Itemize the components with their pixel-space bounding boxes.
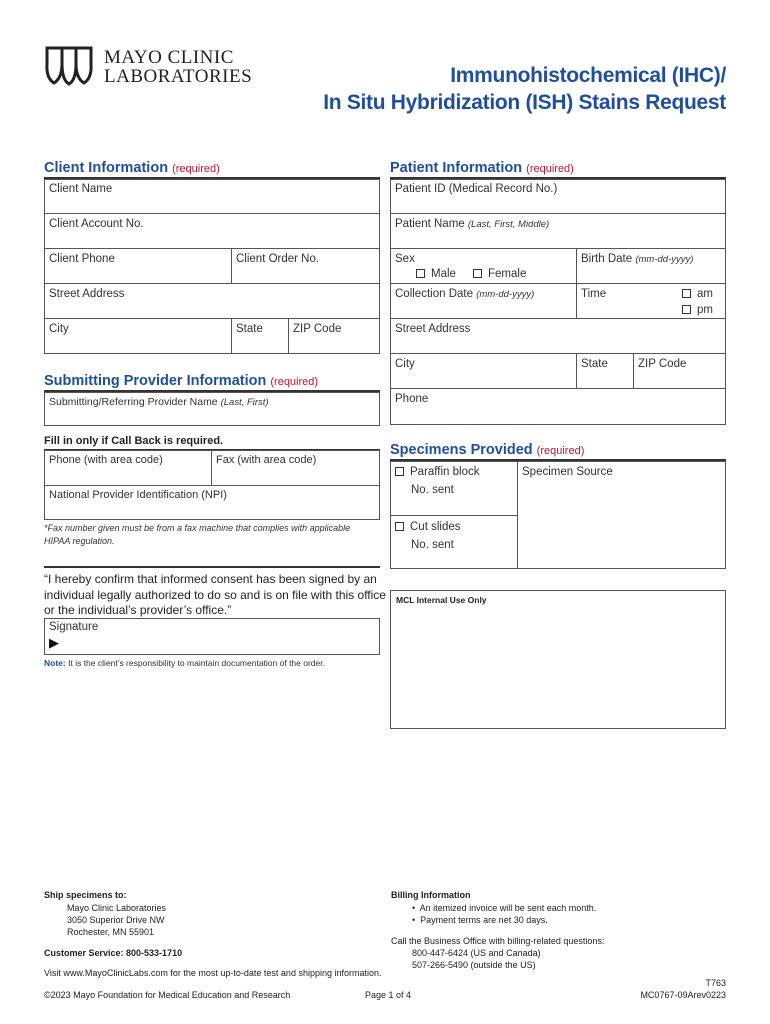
copyright: ©2023 Mayo Foundation for Medical Education and Research [44, 990, 291, 1000]
fax-note-line1: *Fax number given must be from a fax machine that complies with applicable [44, 523, 351, 533]
provider-info-heading: Submitting Provider Information (required) [44, 373, 319, 389]
billing-heading: Billing Information [391, 890, 471, 900]
client-street-field[interactable]: Street Address [49, 288, 125, 300]
patient-name-field[interactable]: Patient Name (Last, First, Middle) [395, 218, 550, 230]
pm-checkbox[interactable]: pm [682, 304, 713, 316]
billing-bullet2: • Payment terms are net 30 days. [412, 915, 548, 925]
cut-slides-checkbox[interactable]: Cut slides [395, 521, 461, 533]
paraffin-no-sent-field[interactable]: No. sent [411, 484, 454, 496]
billing-bullet1: • An itemized invoice will be sent each month. [412, 903, 597, 913]
patient-zip-field[interactable]: ZIP Code [638, 358, 687, 370]
ship-line2: 3050 Superior Drive NW [67, 915, 165, 925]
time-label: Time [581, 288, 607, 300]
client-city-field[interactable]: City [49, 323, 69, 335]
cut-no-sent-field[interactable]: No. sent [411, 539, 454, 551]
signature-label: Signature [49, 621, 99, 633]
specimen-source-field[interactable]: Specimen Source [522, 466, 613, 478]
female-checkbox[interactable]: Female [473, 268, 526, 280]
ship-heading: Ship specimens to: [44, 890, 127, 900]
patient-state-field[interactable]: State [581, 358, 608, 370]
callback-phone-field[interactable]: Phone (with area code) [49, 454, 163, 466]
logo-line1: MAYO CLINIC [104, 47, 234, 68]
patient-sex-label: Sex [395, 253, 415, 265]
page-number: Page 1 of 4 [365, 990, 412, 1000]
patient-city-field[interactable]: City [395, 358, 415, 370]
visit-website: Visit www.MayoClinicLabs.com for the most up-to-date test and shipping information. [44, 968, 382, 978]
birth-date-field[interactable]: Birth Date (mm-dd-yyyy) [581, 253, 694, 265]
form-id: T763 [705, 978, 726, 988]
provider-name-field[interactable]: Submitting/Referring Provider Name (Last, First) [49, 396, 269, 408]
collection-date-field[interactable]: Collection Date (mm-dd-yyyy) [395, 288, 535, 300]
client-state-field[interactable]: State [236, 323, 263, 335]
signature-arrow-icon: ▶ [49, 635, 59, 650]
consent-statement: “I hereby confirm that informed consent has been signed by an individual legally authorized to do so and is on file with this office or the individual’s provider’s office.” [44, 572, 386, 617]
client-phone-field[interactable]: Client Phone [49, 253, 115, 265]
callback-fax-field[interactable]: Fax (with area code) [216, 454, 317, 466]
npi-field[interactable]: National Provider Identification (NPI) [49, 489, 227, 501]
ship-line3: Rochester, MN 55901 [67, 927, 155, 937]
billing-call: Call the Business Office with billing-related questions: [391, 936, 605, 946]
billing-phone1: 800-447-6424 (US and Canada) [412, 948, 541, 958]
client-name-field[interactable]: Client Name [49, 183, 113, 195]
patient-info-heading: Patient Information (required) [390, 160, 574, 176]
client-zip-field[interactable]: ZIP Code [293, 323, 342, 335]
form-title-line2: In Situ Hybridization (ISH) Stains Request [323, 91, 726, 114]
patient-phone-field[interactable]: Phone [395, 393, 429, 405]
specimens-heading: Specimens Provided (required) [390, 442, 585, 458]
client-account-field[interactable]: Client Account No. [49, 218, 144, 230]
callback-heading: Fill in only if Call Back is required. [44, 435, 224, 447]
paraffin-block-checkbox[interactable]: Paraffin block [395, 466, 479, 478]
revision-code: MC0767-09Arev0223 [640, 990, 726, 1000]
patient-id-field[interactable]: Patient ID (Medical Record No.) [395, 183, 558, 195]
customer-service: Customer Service: 800-533-1710 [44, 948, 183, 958]
client-order-field[interactable]: Client Order No. [236, 253, 320, 265]
form-title-line1: Immunohistochemical (IHC)/ [450, 64, 726, 87]
internal-use-box [390, 590, 726, 729]
ship-line1: Mayo Clinic Laboratories [67, 903, 167, 913]
internal-use-label: MCL Internal Use Only [396, 595, 487, 605]
logo-line2: LABORATORIES [104, 66, 253, 87]
consent-note: Note: It is the client’s responsibility to maintain documentation of the order. [44, 658, 325, 668]
billing-phone2: 507-266-5490 (outside the US) [412, 960, 536, 970]
client-info-heading: Client Information (required) [44, 160, 220, 176]
fax-note-line2: HIPAA regulation. [44, 536, 115, 546]
am-checkbox[interactable]: am [682, 288, 713, 300]
mayo-shields-logo-icon [44, 44, 94, 86]
patient-street-field[interactable]: Street Address [395, 323, 471, 335]
male-checkbox[interactable]: Male [416, 268, 456, 280]
